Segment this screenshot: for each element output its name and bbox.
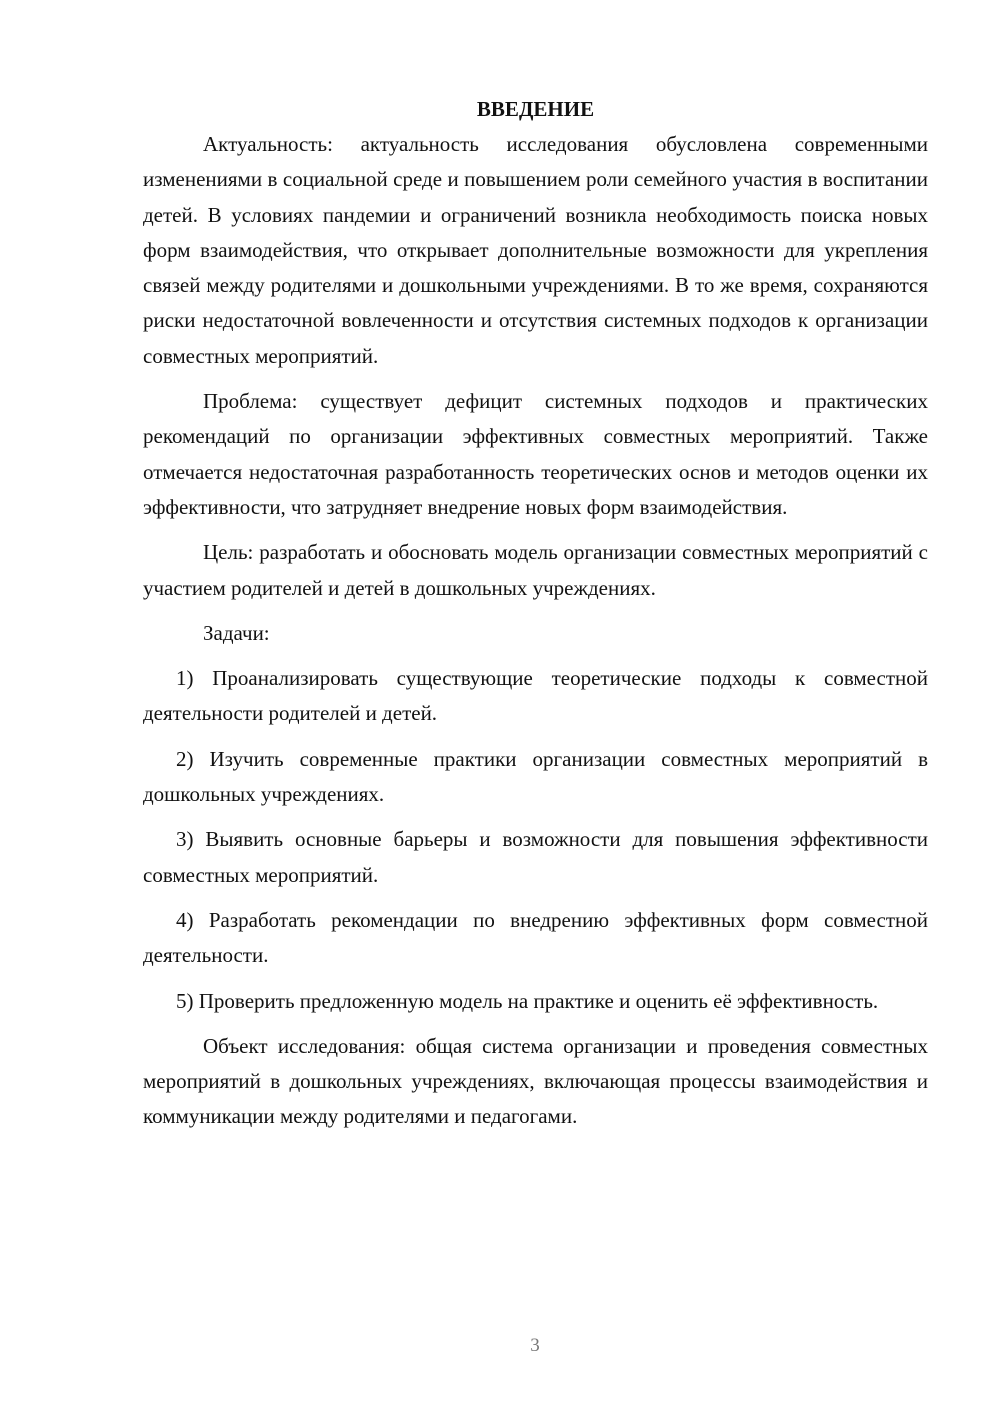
task-item-5: 5) Проверить предложенную модель на практике и оценить её эффективность. — [176, 988, 879, 1013]
tasks-label: Задачи: — [203, 620, 270, 645]
goal-paragraph: Цель: разработать и обосновать модель организации совместных мероприятий с участием родителей и детей в дошкольных учреждениях. — [143, 540, 928, 600]
task-item-4: 4) Разработать рекомендации по внедрению эффективных форм совместной деятельности. — [143, 907, 928, 968]
task-item-3: 3) Выявить основные барьеры и возможности для повышения эффективности совместных мероприятий. — [143, 827, 928, 887]
page-number: 3 — [530, 1335, 540, 1356]
relevance-paragraph: Актуальность: актуальность исследования обусловлена современными изменениями в социальной среде и повышением роли семейного участия в воспитании детей. В условиях пандемии и ограничений возникла необходимость поиска новых форм взаимодействия, что открывает дополнительные возможности для укрепления связей между родителями и дошкольными учреждениями. В то же время, сохраняются риски недостаточной вовлеченности и отсутствия системных подходов к организации совместных мероприятий. — [143, 132, 928, 368]
problem-paragraph: Проблема: существует дефицит системных подходов и практических рекомендаций по организации эффективных совместных мероприятий. Также отмечается недостаточная разработанность теоретических основ и методов оценки их эффективности, что затрудняет внедрение новых форм взаимодействия. — [143, 389, 928, 519]
task-item-1: 1) Проанализировать существующие теоретические подходы к совместной деятельности родителей и детей. — [143, 666, 928, 726]
object-paragraph: Объект исследования: общая система организации и проведения совместных мероприятий в дошкольных учреждениях, включающая процессы взаимодействия и коммуникации между родителями и педагогами. — [143, 1033, 928, 1129]
task-item-2: 2) Изучить современные практики организации совместных мероприятий в дошкольных учреждениях. — [143, 746, 928, 807]
page-content — [143, 92, 928, 1135]
section-heading: ВВЕДЕНИЕ — [476, 97, 595, 121]
